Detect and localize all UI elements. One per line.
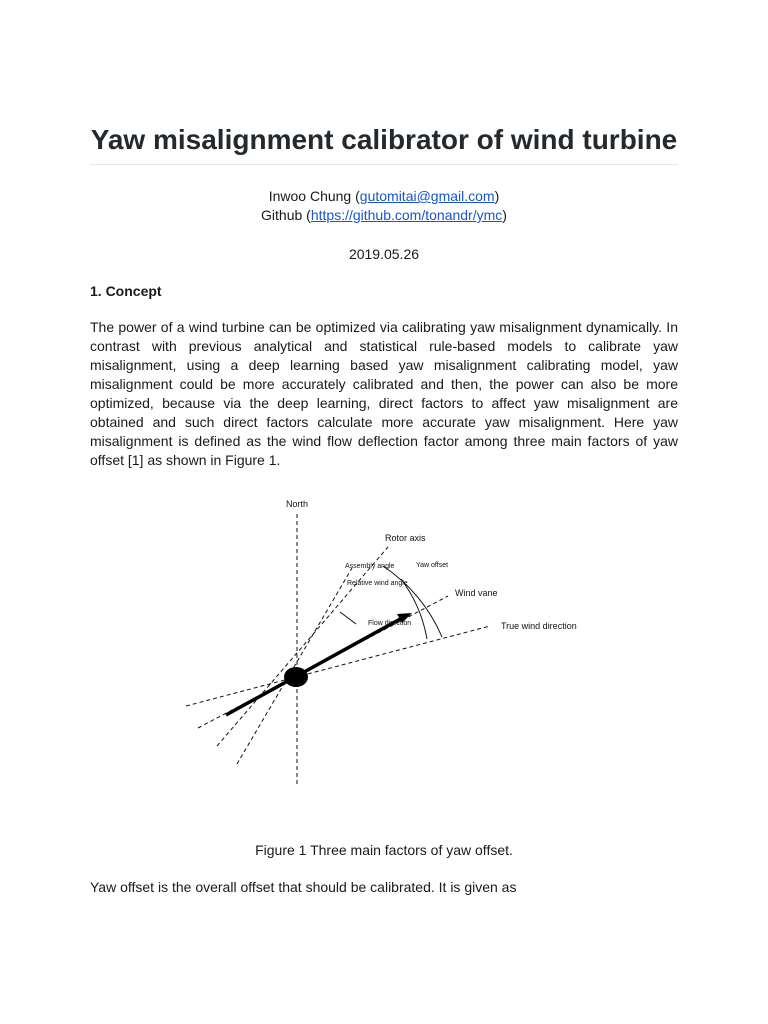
github-link[interactable]: https://github.com/tonandr/ymc [310, 207, 503, 223]
author-suffix: ) [494, 188, 500, 204]
author-email-link[interactable]: gutomitai@gmail.com [359, 188, 495, 204]
document-date: 2019.05.26 [348, 246, 420, 262]
figure-caption: Figure 1 Three main factors of yaw offset. [255, 842, 513, 858]
github-line [90, 206, 678, 225]
rotor-axis-line [217, 547, 388, 746]
label-yaw-offset: Yaw offset [416, 562, 449, 569]
github-suffix: ) [502, 207, 507, 223]
section-heading: 1. Concept [90, 283, 162, 299]
yaw-offset-paragraph: Yaw offset is the overall offset that should be calibrated. It is given as [90, 879, 517, 895]
document-title: Yaw misalignment calibrator of wind turbine [90, 124, 678, 155]
label-north: North [286, 499, 309, 509]
assembly-arc [340, 612, 356, 624]
label-relative-wind-angle: Relative wind angle [347, 580, 408, 587]
label-true-wind-direction: True wind direction [501, 621, 577, 631]
concept-paragraph: The power of a wind turbine can be optimized via calibrating yaw misalignment dynamically. In contrast with previous analytical and statistical rule-based models to calibrate yaw misalignment, using a deep learning based yaw misalignment calibrating model, yaw misalignment could be more accurately calibrated and then, the power can also be more optimized, because via the deep learning, direct factors to affect yaw misalignment are obtained and such direct factors calculate more accurate yaw misalignment. Here yaw misalignment is defined as the wind flow deflection factor among three main factors of yaw offset [1] as shown in Figure 1. [90, 319, 678, 468]
label-flow-direction: Flow direction [368, 620, 412, 627]
author-name: Inwoo Chung ( [268, 188, 360, 204]
label-assembly-angle: Assembly angle [345, 563, 395, 570]
label-rotor-axis: Rotor axis [385, 533, 426, 543]
title-divider [90, 164, 678, 165]
github-prefix: Github ( [261, 207, 311, 223]
author-block [90, 187, 678, 225]
yaw-offset-diagram [180, 492, 600, 792]
assembly-line [237, 568, 352, 764]
true-wind-direction-line [186, 626, 490, 706]
author-line [90, 187, 678, 206]
turbine-hub [284, 667, 308, 687]
label-wind-vane: Wind vane [455, 588, 498, 598]
